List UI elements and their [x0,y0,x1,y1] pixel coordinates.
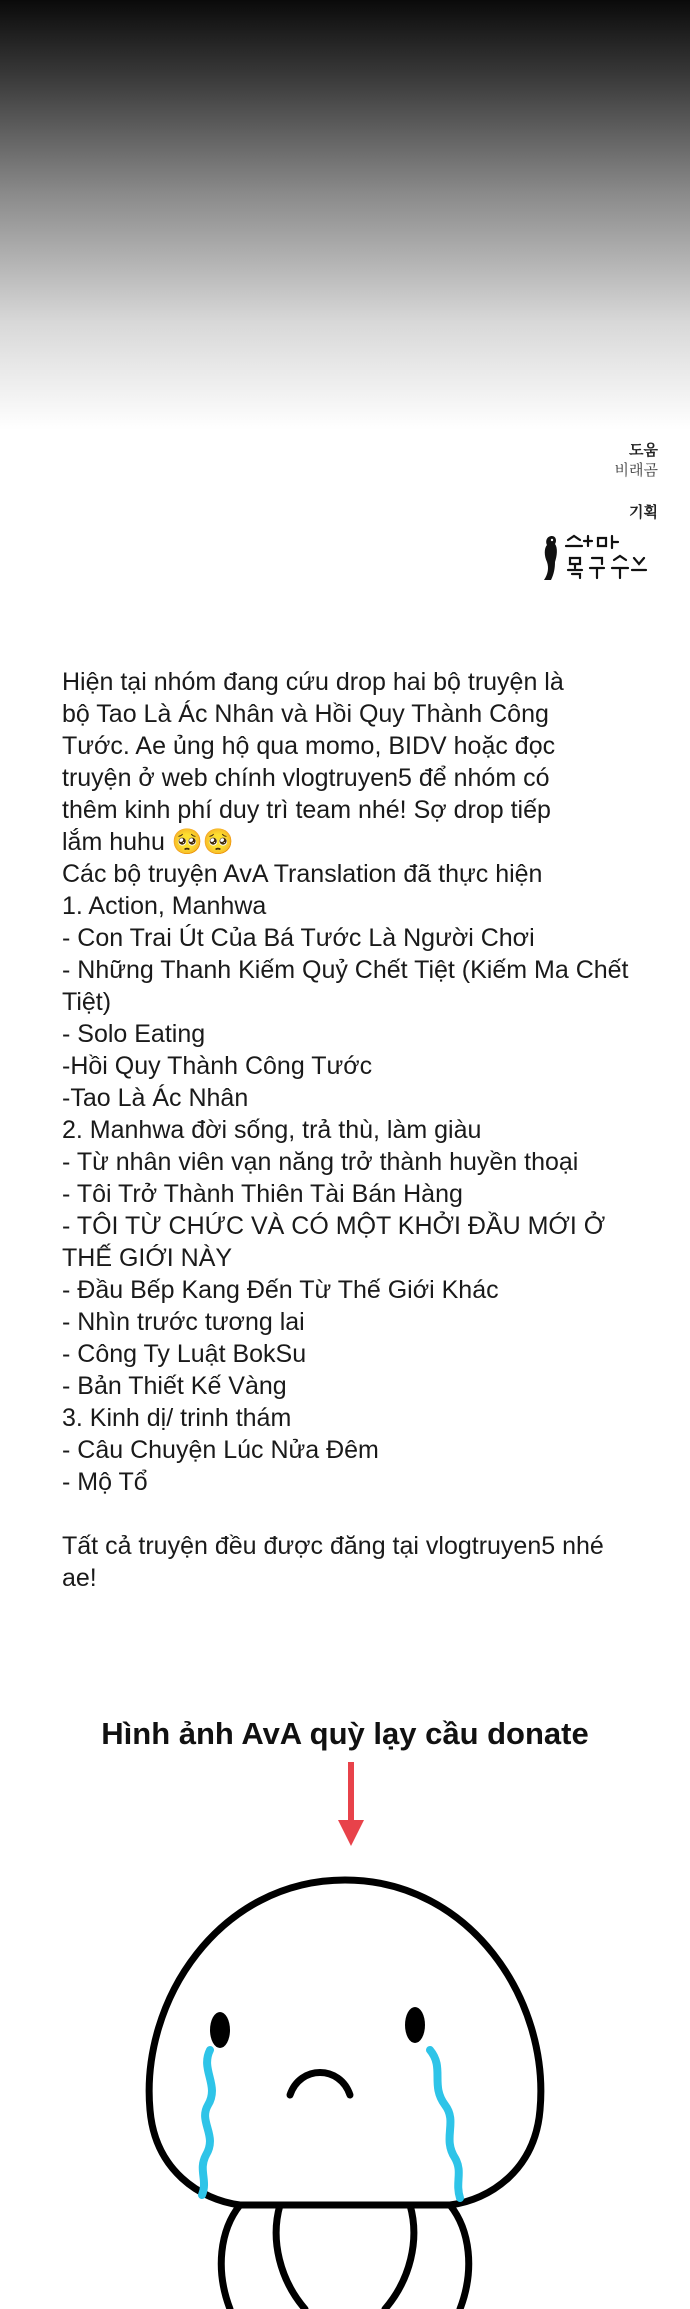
section1-title: 1. Action, Manhwa [62,892,267,920]
list-item: - Bản Thiết Kế Vàng [62,1372,287,1400]
list-item: - Công Ty Luật BokSu [62,1340,307,1368]
list-item: - Nhìn trước tương lai [62,1308,305,1336]
list-item: - Từ nhân viên vạn năng trở thành huyền thoại [62,1148,579,1176]
studio-logo-icon [538,528,658,584]
list-item: - Câu Chuyện Lúc Nửa Đêm [62,1436,379,1464]
paragraph-line: thêm kinh phí duy trì team nhé! Sợ drop tiếp [62,796,551,824]
list-item: - Con Trai Út Của Bá Tước Là Người Chơi [62,924,535,952]
list-item: - Tôi Trở Thành Thiên Tài Bán Hàng [62,1180,463,1208]
arrow-down-icon [338,1762,364,1848]
list-item: -Hồi Quy Thành Công Tước [62,1052,373,1080]
credits-block [518,440,658,584]
assist-heading: 도움 [629,441,658,459]
section2-title: 2. Manhwa đời sống, trả thù, làm giàu [62,1116,482,1144]
list-item: - Solo Eating [62,1020,206,1048]
assist-value: 비래곰 [614,461,658,479]
plan-heading: 기획 [629,503,658,521]
studio-logo [518,528,658,584]
list-item: - Những Thanh Kiếm Quỷ Chết Tiệt (Kiếm Ma Chết Tiệt) [62,956,629,1016]
list-item: - Đầu Bếp Kang Đến Từ Thế Giới Khác [62,1276,499,1304]
list-item: -Tao Là Ác Nhân [62,1084,249,1112]
crying-mascot-illustration [130,1860,560,2309]
list-intro: Các bộ truyện AvA Translation đã thực hiện [62,860,543,888]
announcement-text [62,666,642,1594]
donate-title: Hình ảnh AvA quỳ lạy cầu donate [101,1716,589,1751]
paragraph-line: Tước. Ae ủng hộ qua momo, BIDV hoặc đọc [62,732,556,760]
closing-text: Tất cả truyện đều được đăng tại vlogtruyen5 nhé ae! [62,1532,604,1592]
section3-title: 3. Kinh dị/ trinh thám [62,1404,292,1432]
paragraph-line: bộ Tao Là Ác Nhân và Hồi Quy Thành Công [62,700,549,728]
list-item: - TÔI TỪ CHỨC VÀ CÓ MỘT KHỞI ĐẦU MỚI Ở THẾ GIỚI NÀY [62,1212,606,1272]
top-gradient-banner [0,0,690,430]
paragraph-line: lắm huhu 🥺🥺 [62,828,235,856]
list-item: - Mộ Tổ [62,1468,148,1496]
paragraph-line: truyện ở web chính vlogtruyen5 để nhóm có [62,764,550,792]
paragraph-line: Hiện tại nhóm đang cứu drop hai bộ truyện là [62,668,564,696]
